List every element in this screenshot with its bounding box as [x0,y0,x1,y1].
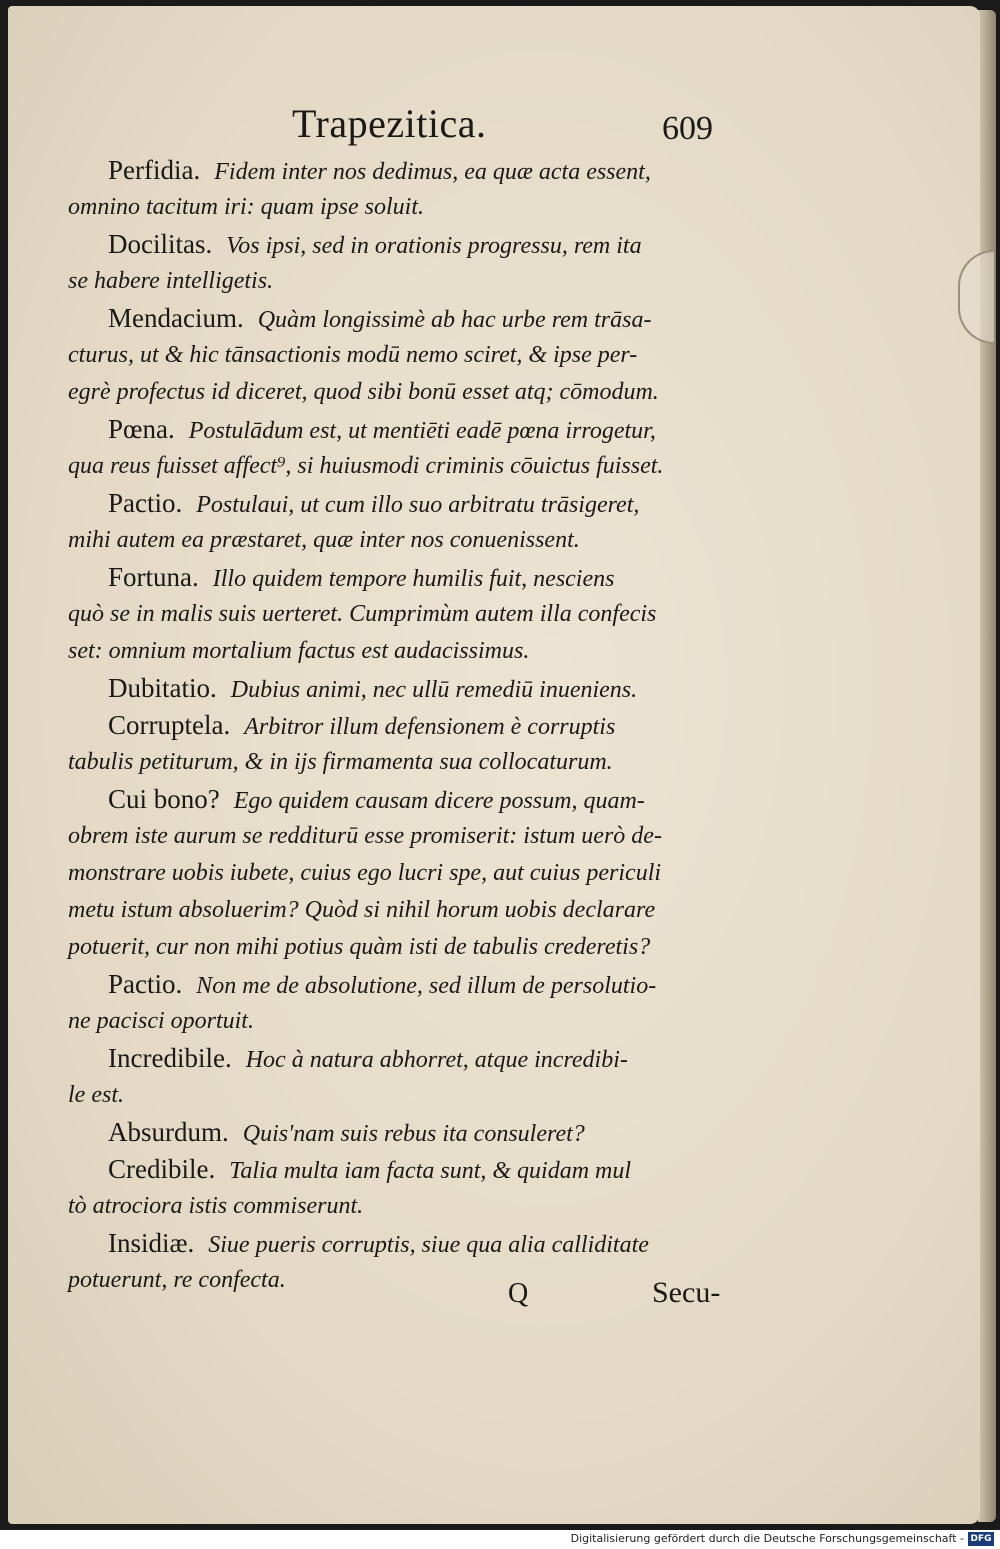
entry-line [68,485,748,522]
entry-text: Dubius animi, nec ullū remediū inueniens. [230,677,638,703]
entry-text: Siue pueris corruptis, siue qua alia calliditate [208,1232,649,1258]
entry-text: Arbitror illum defensionem è corruptis [244,714,616,740]
entry-text: Talia multa iam facta sunt, & quidam mul [229,1158,632,1184]
entry [68,1225,748,1299]
entry-line [68,300,748,337]
entry-line [68,1003,748,1040]
entry-term: Pactio. [108,488,183,518]
entry-text: Postulaui, ut cum illo suo arbitratu trāsigeret, [196,492,640,518]
entry [68,1114,748,1151]
entry-term: Incredibile. [108,1043,232,1073]
entry [68,300,748,411]
entry-line [68,929,748,966]
signature-mark: Q [508,1278,529,1309]
footer-credit: Digitalisierung gefördert durch die Deutsche Forschungsgemeinschaft - [570,1532,964,1545]
entry-term: Docilitas. [108,229,213,259]
entry-line [68,1040,748,1077]
entry-text: quò se in malis suis uerteret. Cumprimùm autem illa confecis [68,601,657,627]
entry-line [68,411,748,448]
entry-text: Ego quidem causam dicere possum, quam- [233,788,645,814]
entry-line [68,1225,748,1262]
entry-text: tabulis petiturum, & in ijs firmamenta sua collocaturum. [68,749,613,775]
entry-line [68,226,748,263]
entry-text: Illo quidem tempore humilis fuit, nesciens [212,566,615,592]
entry-text: omnino tacitum iri: quam ipse soluit. [68,194,424,220]
entry-text: se habere intelligetis. [68,268,274,294]
entry-term: Cui bono? [108,784,220,814]
page-number: 609 [662,110,713,147]
entry-line [68,374,748,411]
entry-line [68,1188,748,1225]
entry-line [68,1114,748,1151]
entry-line [68,781,748,818]
entry [68,1040,748,1114]
entry [68,1151,748,1225]
entry-term: Credibile. [108,1154,216,1184]
entry-line [68,707,748,744]
entry-term: Pactio. [108,969,183,999]
entry-line [68,1151,748,1188]
entry-line [68,522,748,559]
entry-text: Vos ipsi, sed in orationis progressu, rem ita [226,233,642,259]
entry-text: Hoc à natura abhorret, atque incredibi- [245,1047,628,1073]
entry [68,152,748,226]
entry-line [68,189,748,226]
entry [68,670,748,707]
entry-text: Postulādum est, ut mentiēti eadē pœna irrogetur, [188,418,656,444]
entry-text: le est. [68,1082,124,1108]
entry-term: Dubitatio. [108,673,217,703]
running-title: Trapezitica. [292,101,487,146]
entry-text: ne pacisci oportuit. [68,1008,254,1034]
entry-text: egrè profectus id diceret, quod sibi bonū esset atq; cōmodum. [68,379,659,405]
entry-text: Quis'nam suis rebus ita consuleret? [242,1121,585,1147]
entry-line [68,818,748,855]
entry-line [68,966,748,1003]
entry [68,485,748,559]
entry-text: set: omnium mortalium factus est audacissimus. [68,638,530,664]
entry-line [68,633,748,670]
entry [68,707,748,781]
entry-term: Insidiæ. [108,1228,195,1258]
entry-text: metu istum absoluerim? Quòd si nihil horum uobis declarare [68,897,656,923]
entry-text: Quàm longissimè ab hac urbe rem trāsa- [257,307,652,333]
entry-text: Fidem inter nos dedimus, ea quæ acta essent, [214,159,651,185]
entry-term: Corruptela. [108,710,231,740]
entry-line [68,559,748,596]
entry-line [68,1262,748,1299]
entry-text: Non me de absolutione, sed illum de persolutio- [196,973,657,999]
entry-line [68,892,748,929]
entry-term: Perfidia. [108,155,201,185]
entry-text: cturus, ut & hic tānsactionis modū nemo sciret, & ipse per- [68,342,638,368]
catchword: Secu- [652,1276,721,1309]
entry-text: potuerit, cur non mihi potius quàm isti de tabulis crederetis? [68,934,651,960]
entry-line [68,670,748,707]
entry-text: monstrare uobis iubete, cuius ego lucri spe, aut cuius periculi [68,860,662,886]
entry [68,226,748,300]
entry-line [68,855,748,892]
entry-line [68,448,748,485]
entry-line [68,596,748,633]
entry-text: tò atrociora istis commiserunt. [68,1193,364,1219]
entry-text: potuerunt, re confecta. [68,1267,286,1293]
entry-line [68,263,748,300]
entry-term: Pœna. [108,414,175,444]
entry [68,966,748,1040]
entry-line [68,1077,748,1114]
entry-term: Fortuna. [108,562,199,592]
entry-line [68,337,748,374]
page-edge [978,10,996,1522]
entry [68,781,748,966]
dfg-logo: DFG [968,1532,994,1546]
entry-term: Absurdum. [108,1117,229,1147]
entry-text: qua reus fuisset affect⁹, si huiusmodi criminis cōuictus fuisset. [68,453,664,479]
entry-term: Mendacium. [108,303,244,333]
entry-text: mihi autem ea præstaret, quæ inter nos conuenissent. [68,527,580,553]
entry-list [68,152,748,1299]
entry-line [68,744,748,781]
entry [68,411,748,485]
entry-line [68,152,748,189]
entry-text: obrem iste aurum se redditurū esse promiserit: istum uerò de- [68,823,662,849]
entry [68,559,748,670]
